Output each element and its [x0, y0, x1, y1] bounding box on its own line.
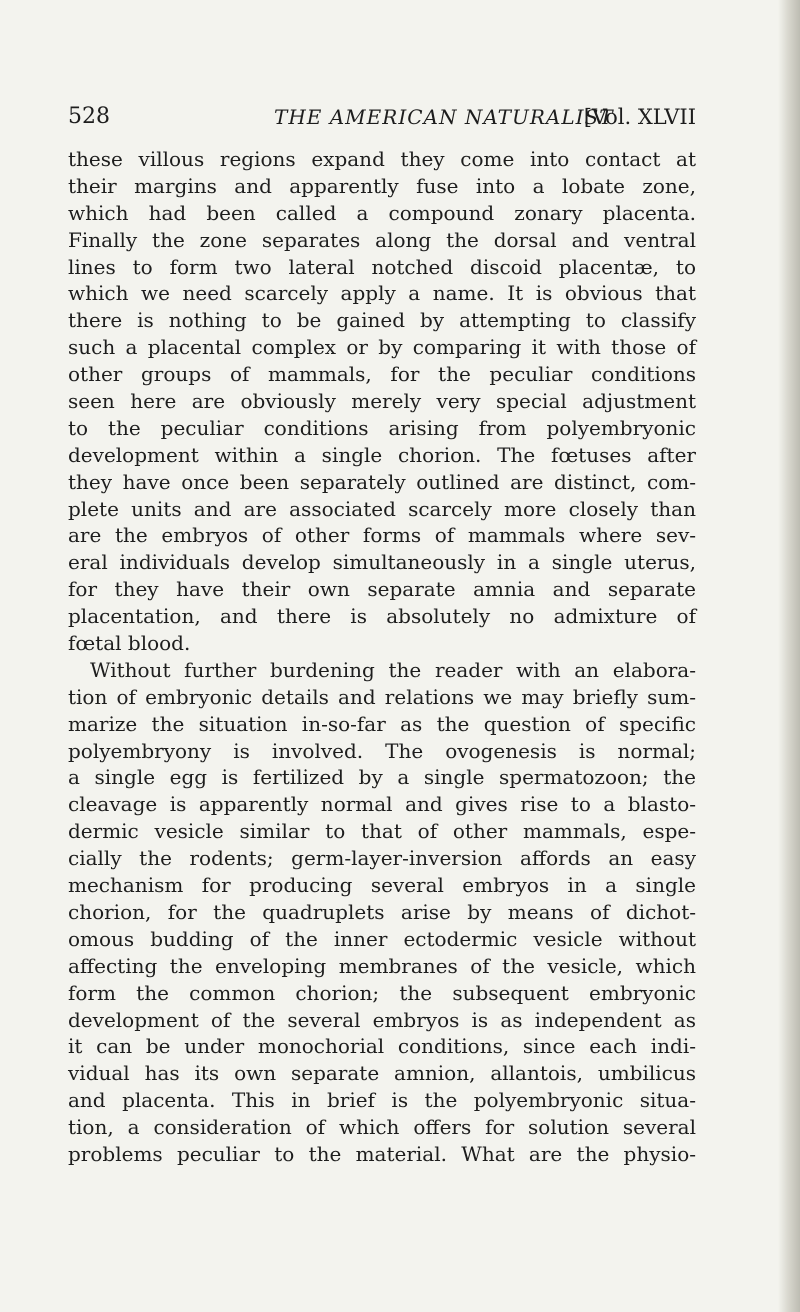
book-page — [68, 102, 696, 1168]
text-line: it can be under monochorial conditions, since each indi- — [68, 1034, 696, 1059]
text-line: form the common chorion; the subsequent embryonic — [68, 980, 696, 1005]
text-line: cleavage is apparently normal and gives rise to a blasto- — [68, 792, 696, 817]
text-line: vidual has its own separate amnion, allantois, umbilicus — [68, 1061, 696, 1086]
journal-title: THE AMERICAN NATURALIST — [274, 105, 614, 129]
paragraph — [68, 146, 696, 657]
text-line: such a placental complex or by comparing it with those of — [68, 335, 696, 360]
text-line: for they have their own separate amnia and separate — [68, 577, 696, 602]
text-line: there is nothing to be gained by attempting to classify — [68, 308, 696, 333]
text-line: dermic vesicle similar to that of other mammals, espe- — [68, 819, 696, 844]
text-line: are the embryos of other forms of mammals where sev- — [68, 523, 696, 548]
text-line: which we need scarcely apply a name. It is obvious that — [68, 281, 696, 306]
text-line: development within a single chorion. The fœtuses after — [68, 442, 696, 467]
text-line: they have once been separately outlined are distinct, com- — [68, 469, 696, 494]
text-line: seen here are obviously merely very special adjustment — [68, 389, 696, 414]
text-line: which had been called a compound zonary placenta. — [68, 200, 696, 225]
paragraph — [68, 657, 696, 1168]
text-line: lines to form two lateral notched discoid placentæ, to — [68, 254, 696, 279]
text-line: tion, a consideration of which offers for solution several — [68, 1115, 696, 1140]
running-head — [68, 102, 696, 132]
text-line: plete units and are associated scarcely more closely than — [68, 496, 696, 521]
text-line: Without further burdening the reader with an elabora- — [90, 657, 696, 682]
text-line: Finally the zone separates along the dorsal and ventral — [68, 227, 696, 252]
page-edge-shadow — [778, 0, 800, 1312]
text-line: to the peculiar conditions arising from polyembryonic — [68, 415, 696, 440]
text-line: a single egg is fertilized by a single spermatozoon; the — [68, 765, 696, 790]
text-line: polyembryony is involved. The ovogenesis is normal; — [68, 738, 696, 763]
body-text — [68, 146, 696, 1168]
text-line: placentation, and there is absolutely no admixture of — [68, 604, 696, 629]
text-line: chorion, for the quadruplets arise by means of dichot- — [68, 899, 696, 924]
volume-label: [Vol. XLVII — [583, 105, 696, 129]
page-number: 528 — [68, 104, 110, 129]
text-line: problems peculiar to the material. What are the physio- — [68, 1141, 696, 1166]
text-line: eral individuals develop simultaneously in a single uterus, — [68, 550, 696, 575]
text-line: affecting the enveloping membranes of the vesicle, which — [68, 953, 696, 978]
text-line: and placenta. This in brief is the polyembryonic situa- — [68, 1088, 696, 1113]
text-line: their margins and apparently fuse into a lobate zone, — [68, 173, 696, 198]
text-line: development of the several embryos is as independent as — [68, 1007, 696, 1032]
text-line: these villous regions expand they come into contact at — [68, 147, 696, 171]
text-line: marize the situation in-so-far as the question of specific — [68, 711, 696, 736]
text-line: omous budding of the inner ectodermic vesicle without — [68, 926, 696, 951]
text-line: tion of embryonic details and relations we may briefly sum- — [68, 684, 696, 709]
text-line: other groups of mammals, for the peculiar conditions — [68, 362, 696, 387]
text-line: cially the rodents; germ-layer-inversion affords an easy — [68, 846, 696, 871]
text-line: fœtal blood. — [68, 631, 191, 656]
text-line: mechanism for producing several embryos in a single — [68, 873, 696, 898]
